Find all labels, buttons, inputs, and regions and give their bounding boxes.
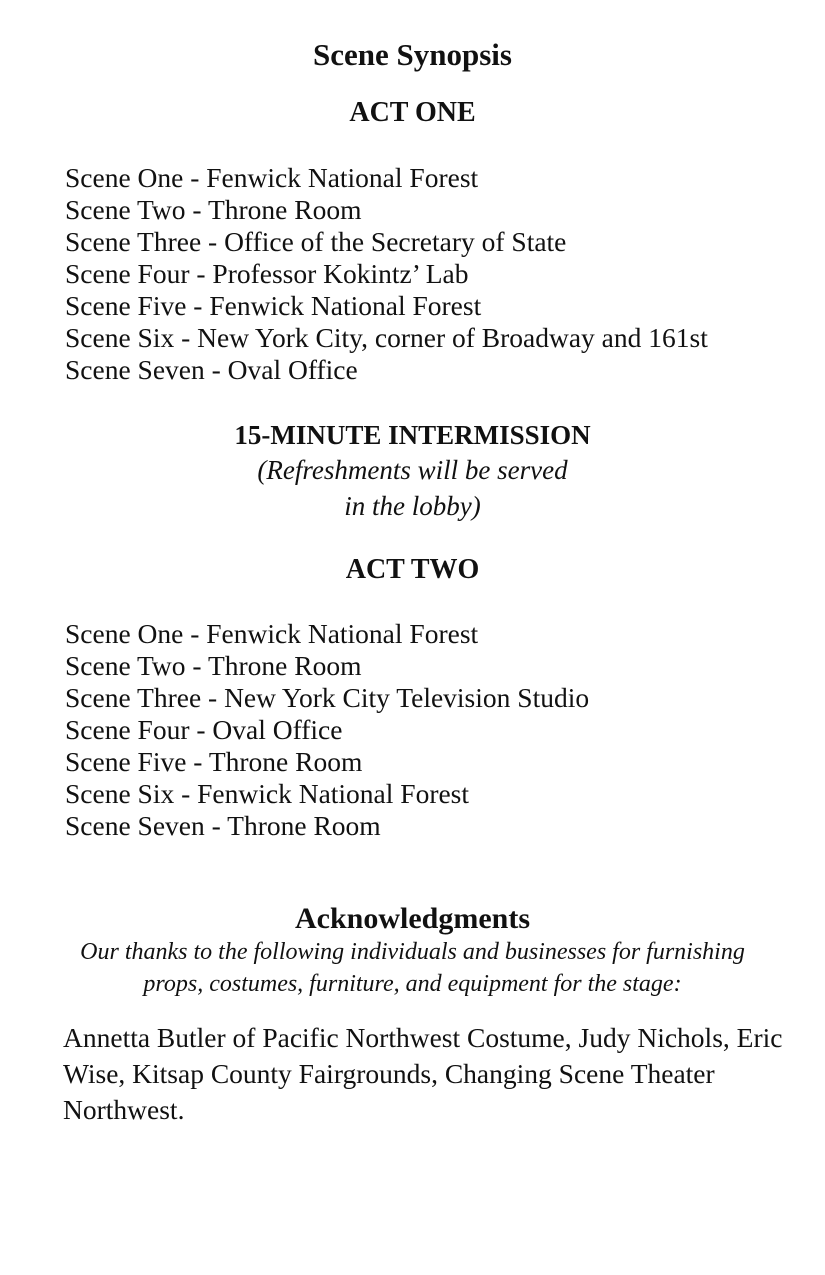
acknowledgments-subtitle-line: props, costumes, furniture, and equipment for the stage:	[143, 971, 682, 997]
intermission-note	[0, 452, 825, 524]
list-item: Scene One - Fenwick National Forest	[65, 162, 479, 193]
acknowledgments-body: Annetta Butler of Pacific Northwest Costume, Judy Nichols, Eric Wise, Kitsap County Fairgrounds, Changing Scene Theater Northwest.	[63, 1022, 783, 1125]
list-item: Scene Four - Oval Office	[65, 714, 343, 745]
list-item: Scene Six - Fenwick National Forest	[65, 778, 470, 809]
acknowledgments-subtitle	[0, 936, 825, 1000]
list-item: Scene Three - New York City Television Studio	[65, 682, 590, 713]
intermission-note-line: in the lobby)	[344, 491, 481, 521]
act-one-heading: ACT ONE	[349, 97, 476, 128]
acknowledgments-heading: Acknowledgments	[294, 902, 530, 935]
list-item: Scene Two - Throne Room	[65, 194, 362, 225]
list-item: Scene One - Fenwick National Forest	[65, 618, 479, 649]
intermission-heading: 15-MINUTE INTERMISSION	[234, 420, 591, 450]
act-one-scene-list	[65, 162, 708, 386]
list-item: Scene Five - Fenwick National Forest	[65, 290, 482, 321]
list-item: Scene Five - Throne Room	[65, 746, 363, 777]
list-item: Scene Three - Office of the Secretary of State	[65, 226, 567, 257]
page-title: Scene Synopsis	[313, 37, 512, 72]
act-two-heading: ACT TWO	[345, 554, 480, 585]
list-item: Scene Two - Throne Room	[65, 650, 362, 681]
intermission-note-line: (Refreshments will be served	[257, 455, 568, 485]
list-item: Scene Seven - Oval Office	[65, 354, 358, 385]
act-two-scene-list	[65, 618, 589, 842]
list-item: Scene Four - Professor Kokintz’ Lab	[65, 258, 469, 289]
list-item: Scene Seven - Throne Room	[65, 810, 381, 841]
acknowledgments-subtitle-line: Our thanks to the following individuals and businesses for furnishing	[80, 939, 745, 965]
list-item: Scene Six - New York City, corner of Broadway and 161st	[65, 322, 708, 353]
